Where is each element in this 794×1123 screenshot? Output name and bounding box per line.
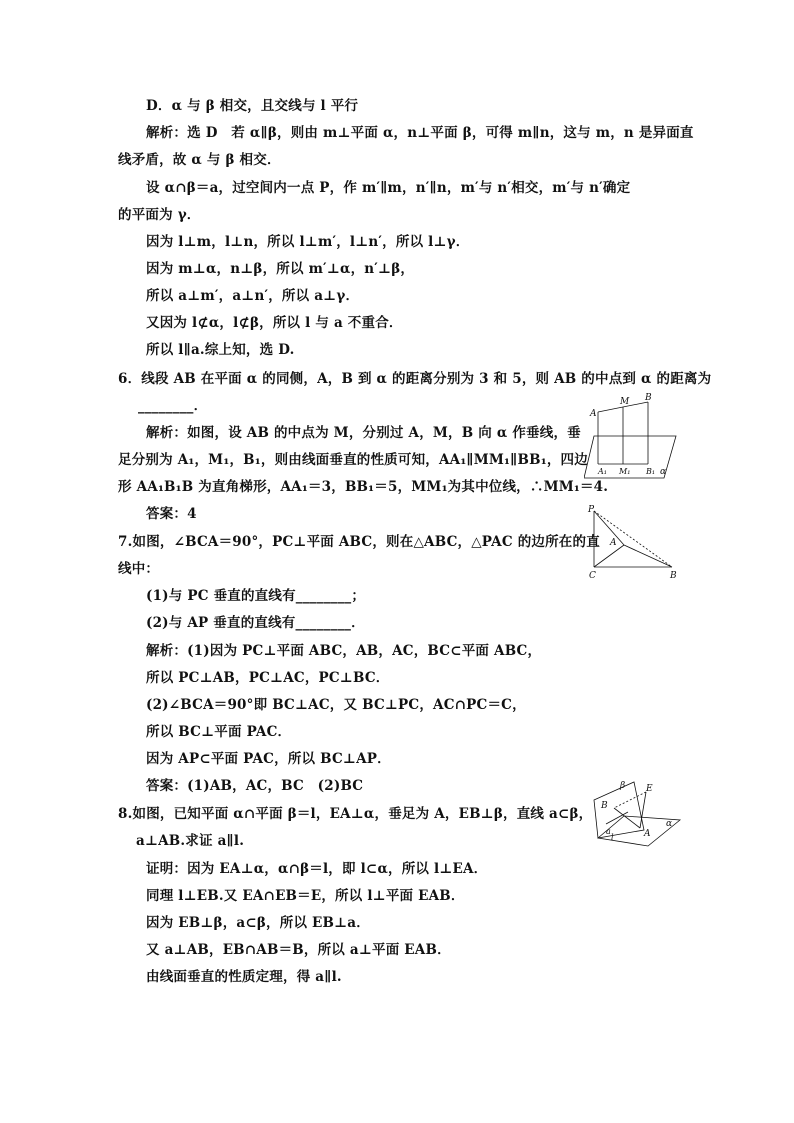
q7-question-line-2: 线中： xyxy=(118,561,160,577)
segment-eb xyxy=(614,792,646,808)
label-e: E xyxy=(646,784,653,794)
q8-figure xyxy=(588,776,684,850)
q6-analysis-line-2: 足分别为 A₁，M₁，B₁，则由线面垂直的性质可知，AA₁∥MM₁∥BB₁，四边 xyxy=(118,452,588,468)
segment-pa xyxy=(594,511,624,545)
label-l: l xyxy=(611,833,614,842)
q5-analysis-line-5: 因为 l⊥m，l⊥n，所以 l⊥m′，l⊥n′，所以 l⊥γ． xyxy=(146,234,470,250)
q8-question-line-1: 8.如图，已知平面 α∩平面 β＝l，EA⊥α，垂足为 A，EB⊥β，直线 a⊂β， xyxy=(118,806,593,822)
q7-answer: 答案：(1)AB，AC，BC (2)BC xyxy=(146,778,364,794)
label-b: B xyxy=(645,393,652,403)
q7-part-1: (1)与 PC 垂直的直线有________； xyxy=(146,588,366,604)
segment-ab xyxy=(614,808,640,828)
label-b: B xyxy=(601,801,608,811)
q5-analysis-line-1: 解析：选 D 若 α∥β，则由 m⊥平面 α，n⊥平面 β，可得 m∥n，这与 m，n 是异面直 xyxy=(146,125,694,141)
q8-proof-line-4: 又 a⊥AB，EB∩AB＝B，所以 a⊥平面 EAB． xyxy=(146,942,451,958)
label-b: B xyxy=(670,571,677,581)
segment-ca xyxy=(594,545,624,567)
label-p: P xyxy=(588,505,595,515)
q5-analysis-line-3: 设 α∩β＝a，过空间内一点 P，作 m′∥m，n′∥n，m′与 n′相交，m′与 n′确定 xyxy=(146,180,631,196)
q7-question-line-1: 7.如图，∠BCA＝90°，PC⊥平面 ABC，则在△ABC，△PAC 的边所在的直 xyxy=(118,534,600,550)
q5-analysis-line-4: 的平面为 γ． xyxy=(118,207,201,223)
q5-analysis-line-2: 线矛盾，故 α 与 β 相交． xyxy=(118,152,281,168)
segment-ab xyxy=(624,545,672,567)
q7-part-2: (2)与 AP 垂直的直线有________． xyxy=(146,615,365,631)
q7-analysis-line-1: 解析：(1)因为 PC⊥平面 ABC，AB，AC，BC⊂平面 ABC， xyxy=(146,643,542,659)
q8-proof-line-2: 同理 l⊥EB.又 EA∩EB＝E，所以 l⊥平面 EAB． xyxy=(146,888,465,904)
q8-proof-line-3: 因为 EB⊥β，a⊂β，所以 EB⊥a． xyxy=(146,915,370,931)
q6-analysis-line-1: 解析：如图，设 AB 的中点为 M，分别过 A，M，B 向 α 作垂线，垂 xyxy=(146,425,581,441)
q5-analysis-line-8: 又因为 l⊄α，l⊄β，所以 l 与 a 不重合． xyxy=(146,315,403,331)
q7-figure xyxy=(586,503,680,581)
label-m: M xyxy=(620,397,630,407)
label-c: C xyxy=(589,571,596,581)
q7-analysis-line-5: 因为 AP⊂平面 PAC，所以 BC⊥AP． xyxy=(146,751,391,767)
q6-figure xyxy=(584,392,680,484)
option-d: D．α 与 β 相交，且交线与 l 平行 xyxy=(146,98,359,114)
q7-analysis-line-4: 所以 BC⊥平面 PAC． xyxy=(146,724,292,740)
q8-question-line-2: a⊥AB.求证 a∥l. xyxy=(136,833,245,849)
label-beta: β xyxy=(620,781,626,791)
label-a-line: a xyxy=(606,827,611,836)
label-b1: B₁ xyxy=(646,467,656,476)
q5-analysis-line-6: 因为 m⊥α，n⊥β，所以 m′⊥α，n′⊥β， xyxy=(146,261,415,277)
label-a-point: A xyxy=(644,829,651,839)
q7-analysis-line-2: 所以 PC⊥AB，PC⊥AC，PC⊥BC． xyxy=(146,670,390,686)
q6-analysis-line-3: 形 AA₁B₁B 为直角梯形，AA₁＝3，BB₁＝5，MM₁为其中位线，∴MM₁＝4. xyxy=(118,479,609,495)
q6-question-line-1: 6．线段 AB 在平面 α 的同侧，A，B 到 α 的距离分别为 3 和 5，则 AB 的中点到 α 的距离为 xyxy=(118,371,712,387)
label-alpha: α xyxy=(666,819,673,829)
q8-proof-line-1: 证明：因为 EA⊥α，α∩β＝l，即 l⊂α，所以 l⊥EA． xyxy=(146,861,488,877)
label-alpha: α xyxy=(660,467,667,477)
segment-ea xyxy=(640,792,646,828)
q6-blank: ________． xyxy=(138,398,208,414)
q5-analysis-line-9: 所以 l∥a.综上知，选 D. xyxy=(146,342,295,358)
label-a: A xyxy=(610,538,617,548)
label-m1: M₁ xyxy=(619,467,631,476)
q8-proof-line-5: 由线面垂直的性质定理，得 a∥l. xyxy=(146,969,342,985)
label-a: A xyxy=(590,409,597,419)
q5-analysis-line-7: 所以 a⊥m′，a⊥n′，所以 a⊥γ． xyxy=(146,288,360,304)
q7-analysis-line-3: (2)∠BCA＝90°即 BC⊥AC，又 BC⊥PC，AC∩PC＝C， xyxy=(146,697,526,713)
label-a1: A₁ xyxy=(598,467,607,476)
q6-answer: 答案：4 xyxy=(146,506,197,522)
